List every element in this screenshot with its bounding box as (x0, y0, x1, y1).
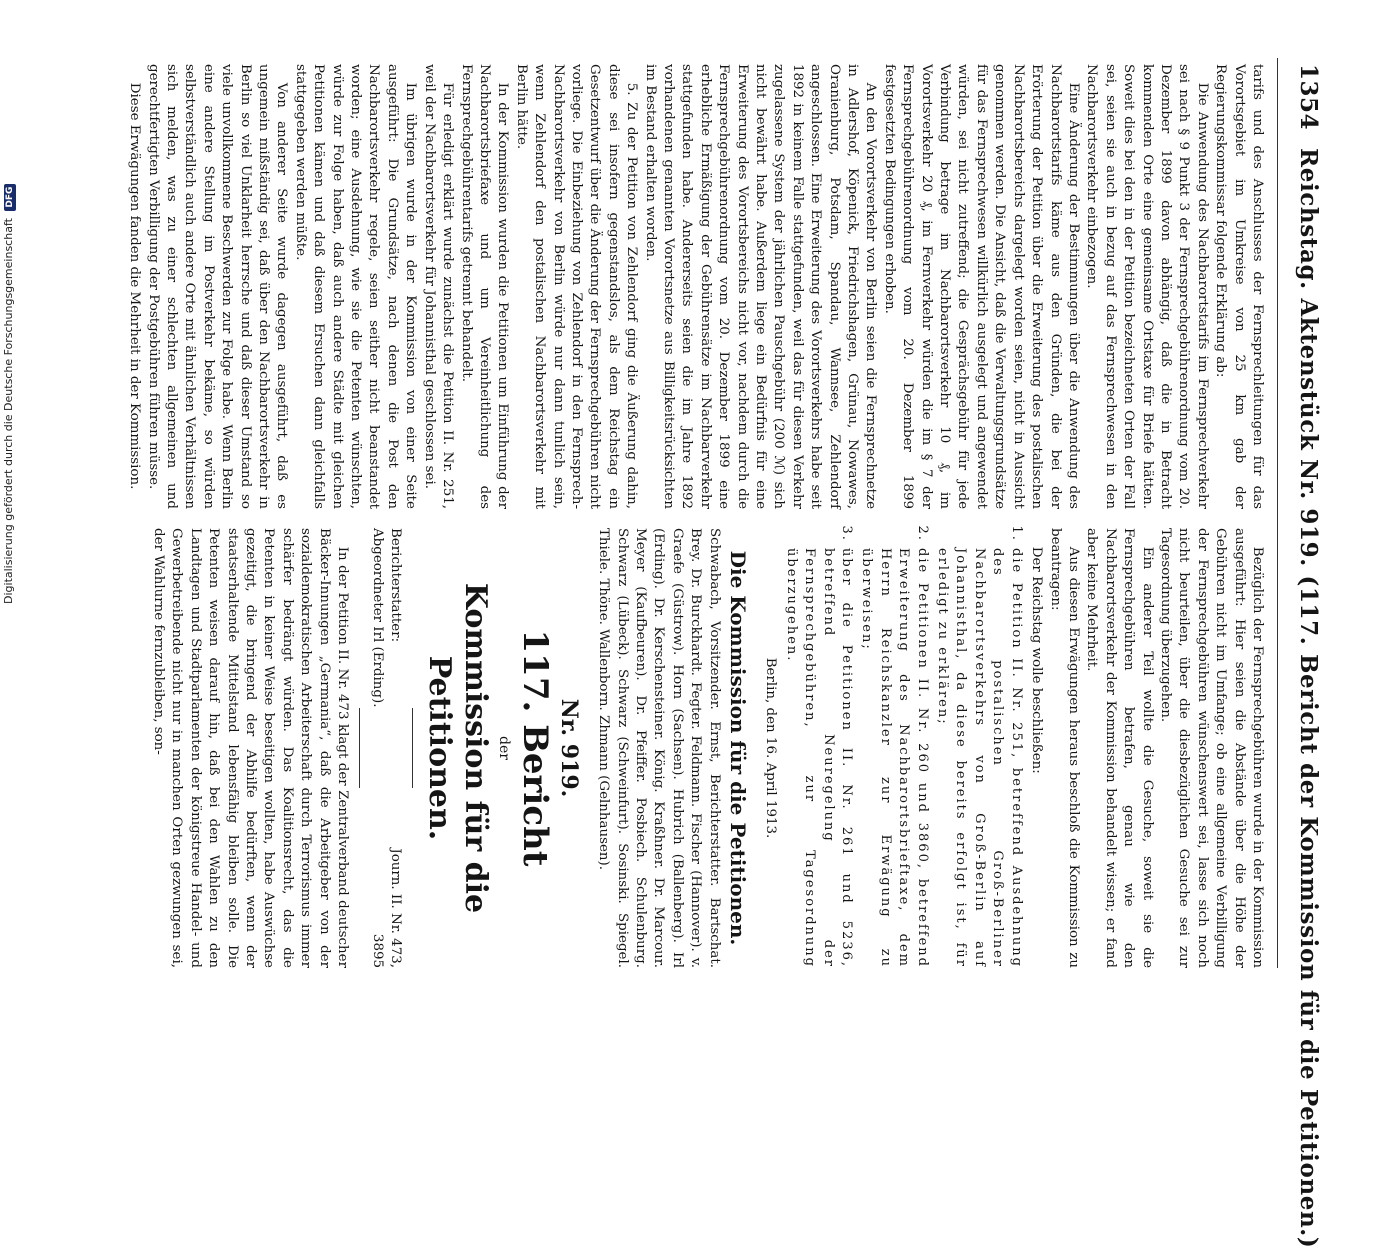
digitization-caption (2, 0, 20, 604)
report-heading (149, 528, 582, 968)
paragraph: An den Vorortsverkehr von Berlin seien die Fernsprechnetze in Adlershof, Köpenick, Friedrichshagen, Grünau, Nowawes, Oranienburg, Potsdam, Spandau, Wannsee, Zehlendorf angeschlossen. Eine Erweiterung des Vorortsverkehrs habe seit 1892 in keinem Falle stattgefunden, weil das für diesen Verkehr zugelassene System der jährlichen Pauschgebühr (200 ℳ) sich nicht bewährt habe. Außerdem liege ein Bedürfnis für eine Erweiterung des Vorortsbereichs nicht vor, nachdem durch die Fernsprechgebührenordnung vom 20. Dezember 1899 eine erhebliche Ermäßigung der Gebührensätze im Nachbarverkehr stattgefunden habe. Andererseits seien die im Jahre 1892 vorhandenen genannten Vorortsnetze aus Billigkeitsrücksichten im Bestand erhalten worden. (642, 64, 879, 509)
commission-signature-title: Die Kommission für die Petitionen. (726, 550, 751, 946)
report-meta (368, 528, 404, 968)
motion-item: 2. die Petitionen II. Nr. 260 und 3860, betreffend Erweiterung des Nachbarortsbrieftaxe, dem Herrn Reichskanzler zur Erwägung zu überweisen; (857, 548, 931, 968)
paragraph: tarifs und des Anschlusses der Fernsprechleitungen für das Vorortsgebiet im Umkreise von 25 km gab der Regierungskommissar folgende Erklärung ab: (1213, 64, 1265, 509)
reporter-label: Berichterstatter: (387, 528, 403, 643)
divider (359, 708, 360, 788)
paragraph: Der Reichstag wolle beschließen: (1029, 546, 1045, 774)
page-header (1277, 58, 1330, 1248)
document-page (80, 58, 1330, 1248)
motion-item: 3. über die Petitionen II. Nr. 261 und 5236, betreffend Neuregelung der Fernsprechgebühren, zur Tagesordnung überzugehen. (781, 548, 855, 968)
paragraph: Diese Erwägungen fanden die Mehrheit in der Kommission. (127, 82, 143, 490)
place-date: Berlin, den 16. April 1913. (763, 657, 779, 839)
paragraph: Eine Änderung der Bestimmungen über die Anwendung des Nachbarortstarifs käme aus den Gründen, die bei der Erörterung der Petition über die Erweiterung des postalischen Nachbarortsbereichs dargelegt worden seien, nicht in Aussicht genommen werden. Die Ansicht, daß die Verwaltungsgrundsätze für das Fernsprechwesen willkürlich ausgelegt und angewendet würden, sei nicht zutreffend; die Gesprächsgebühr für jede Verbindung betrage im Nachbarortsverkehr 10 ₰, im Vorortsverkehr 20 ₰, im Fernverkehr würden die im § 7 der Fernsprechgebührenordnung vom 20. Dezember 1899 festgesetzten Bedingungen erhoben. (881, 64, 1081, 509)
report-body: In der Petition II. Nr. 473 klagt der Zentralverband deutscher Bäcker-Innungen „Germania“, daß die Arbeitgeber von der sozialdemokratischen Arbeiterschaft durch Terrorismus immer schärfer bedrängt würden. Das Koalitionsrecht, das die Petenten in keiner Weise beseitigen wollten, habe Auswüchse gezeitigt, die bringend der Abhilfe bedürften, wenn der staatserhaltende Mittelstand lebensfähig bleiben solle. Die Petenten weisen darauf hin, daß bei den Wahlen zu den Landtagen und Stadtparlamenten der königstreue Handel- und Gewerbetreibende nicht nur in manchen Orten gezwungen sei, der Wahlurne fernzubleiben, son- (150, 528, 350, 968)
motion-list (781, 528, 1024, 968)
paragraph: Für erledigt erklärt wurde zunächst die Petition II. Nr. 251, weil der Nachbarortsverkehr für Johannisthal geschlossen sei. (421, 64, 456, 509)
paragraph: Ein anderer Teil wollte die Gesuche, soweit sie die Fernsprechgebühren betrafen, genau wie den Nachbarortsverkehr der Kommission behandelt wissen; er fand aber keine Mehrheit. (1084, 528, 1155, 968)
paragraph: Aus diesen Erwägungen heraus beschloß die Kommission zu beantragen: (1047, 528, 1081, 968)
page-number: 1354 (1295, 64, 1322, 131)
report-number: Nr. 919. (555, 698, 582, 798)
running-title: Reichstag. Aktenstück Nr. 919. (117. Bericht der Kommission für die Petitionen.) (1295, 148, 1322, 1248)
left-column (125, 64, 1266, 509)
paragraph: Die Anwendung des Nachbarortstarifs im Fernsprechverkehr sei nach § 9 Punkt 3 der Fernsprechgebührenordnung vom 20. Dezember 1899 davon abhängig, daß die in Betracht kommenden Orte eine gemeinsame Ortstaxe für Briefe hätten. Soweit dies bei den in der Petition bezeichneten Orten der Fall sei, seien sie auch in bezug auf das Fernsprechwesen in den Nachbarortsverkehr einbezogen. (1084, 64, 1210, 509)
journal-label: Journ. II. Nr. 473, (387, 848, 403, 968)
paragraph: In der Kommission wurden die Petitionen um Einführung der Nachbarortsbriefaxe und um Vereinheitlichung des Fernsprechgebührentarifs getrennt behandelt. (458, 64, 511, 509)
dfg-logo: DFG (4, 184, 16, 211)
report-title: 117. Bericht (515, 629, 556, 867)
commission-members: Schwabach, Vorsitzender. Ernst, Berichterstatter. Bartschat. Brey. Dr. Burckhardt. Fegter. Feldmann. Fischer (Hannover). v. Graefe (Güstrow). Horn (Sachsen). Hubrich (Ballenberg). Irl (Erding). Dr. Kerschensteiner. König. Kraßhner. Dr. Marcour. Meyer (Kaufbeuren). Dr. Pfeiffer. Posbiech. Schulenburg. Schwarz (Lübeck). Schwarz (Schweinfurt). Sosinski. Spiegel. Thiele. Thöne. Wallenborn. Zhmann (Gelnhausen). (596, 528, 722, 968)
paragraph: Von anderer Seite wurde dagegen ausgeführt, daß es ungemein mißständig sei, daß über den Nachbarortsverkehr in Berlin so viel Unklarheit herrsche und daß dieser Umstand so viele unvollkommene Beschwerden zur Folge habe. Wenn Berlin eine andere Stellung im Postverkehr bekäme, so würden selbstverständlich auch andere Orte mit ähnlichen Verhältnissen sich melden, was zu einer schlechten allgemeinen und gerechtfertigten Verbilligung der Postgebühren führen müsse. (145, 64, 290, 509)
journal-number: 3895 (369, 933, 385, 968)
motion-item: 1. die Petition II. Nr. 251, betreffend Ausdehnung des postalischen Groß-Berliner Nachbarortsverkehrs von Groß-Berlin auf Johannisthal, da diese bereits erfolgt ist, für erledigt zu erklären; (933, 548, 1025, 968)
paragraph: Im übrigen wurde in der Kommission von einer Seite ausgeführt: Die Grundsätze, nach denen die Post den Nachbarortsverkehr regele, seien seither nicht beanstandet worden; eine Ausdehnung, wie sie die Petenten wünschten, würde zur Folge haben, daß auch andere Städte mit gleichen Petitionen kämen und daß diesem Ersuchen dann gleichfalls stattgegeben werden müßte. (292, 64, 419, 509)
paragraph: Bezüglich der Fernsprechgebühren wurde in der Kommission ausgeführt: Hier seien die Abstände über die Höhe der Gebühren nicht im Umfange; ob eine allgemeine Verbilligung der Fernsprechgebühren wünschenswert sei, lasse sich noch nicht beurteilen, über die diesbezüglichen Gesuche sei zur Tagesordnung überzugehen. (1157, 528, 1265, 968)
right-column (149, 528, 1267, 968)
report-der: der (496, 736, 513, 760)
digitization-caption-text: Digitalisierung gefördert durch die Deutsche Forschungsgemeinschaft (2, 218, 15, 604)
reporter-name: Abgeordneter Irl (Erding). (369, 528, 385, 708)
report-subtitle: Kommission für die Petitionen. (421, 582, 493, 914)
divider (412, 708, 413, 788)
paragraph: 5. Zu der Petition von Zehlendorf ging die Äußerung dahin, diese sei insofern gegenstandslos, als dem Reichstag ein Gesetzentwurf über die Änderung der Fernsprechgebühren nicht vorliege. Die Einbeziehung von Zehlendorf in den Fernsprech-Nachbarortsverkehr von Berlin würde nur dann tunlich sein, wenn Zehlendorf den postalischen Nachbarortsverkehr mit Berlin hätte. (513, 64, 640, 509)
